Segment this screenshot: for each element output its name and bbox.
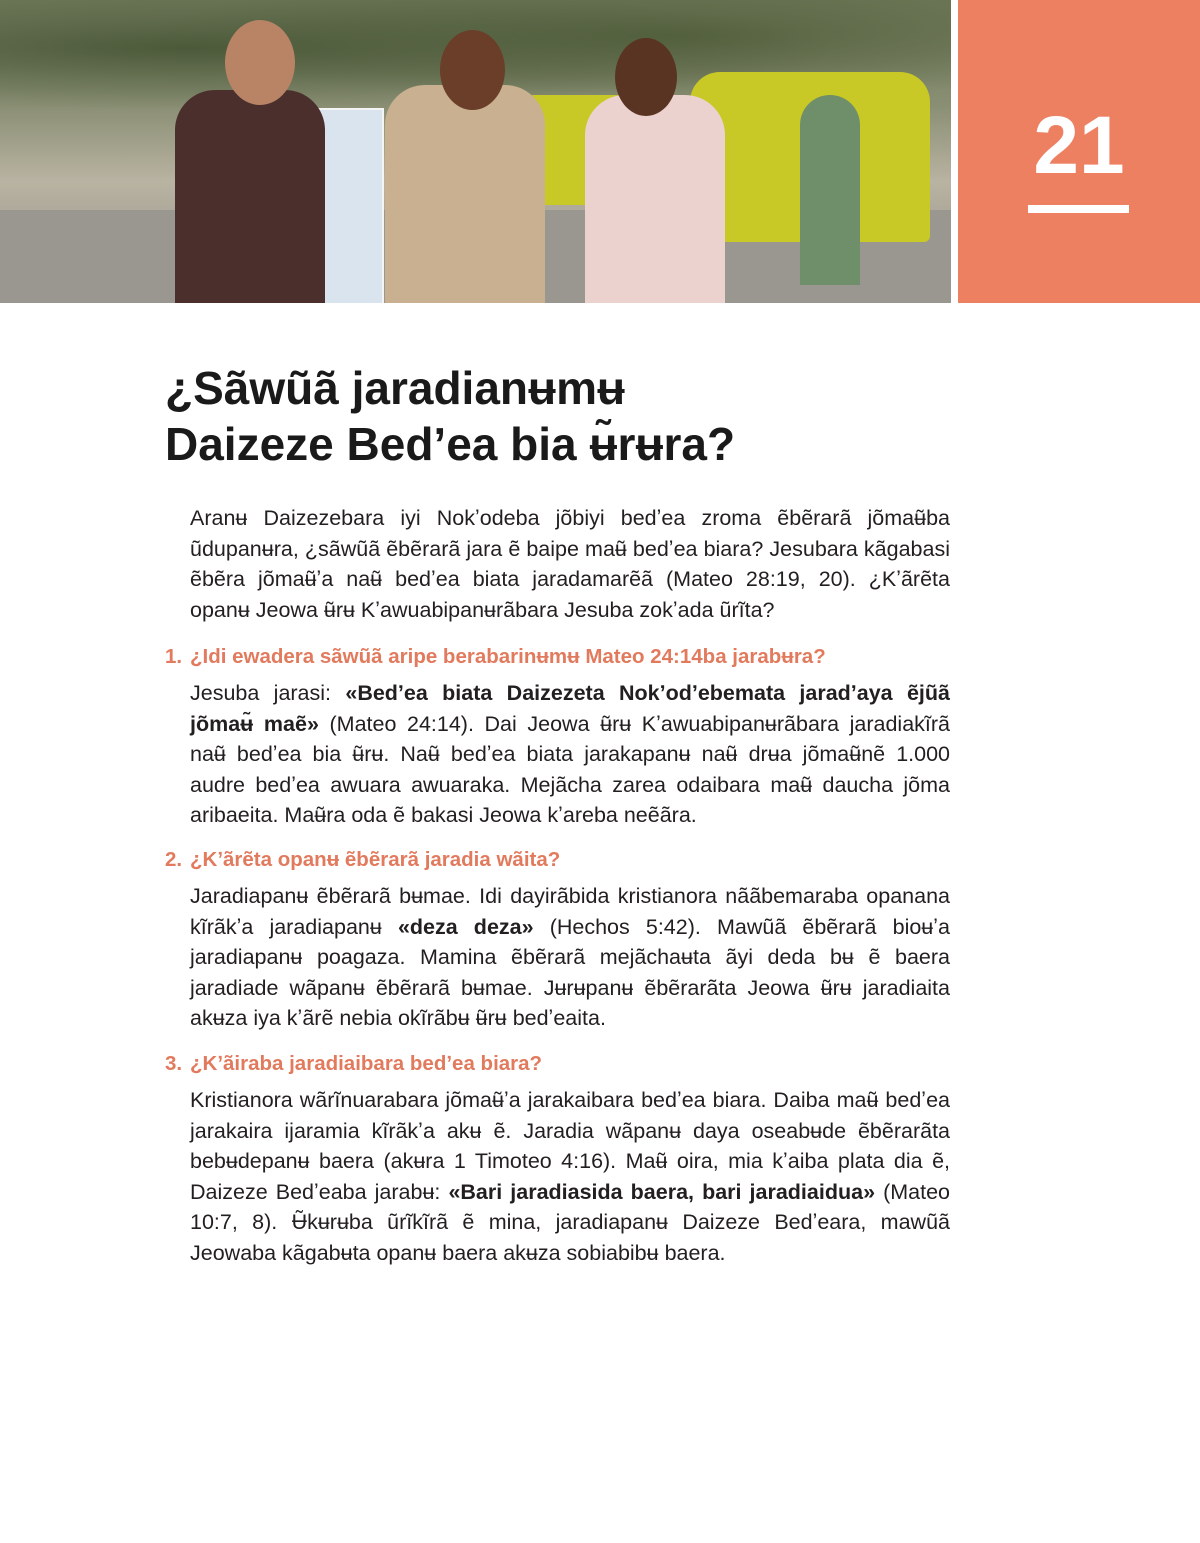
scripture-quote: «Bari jaradiasida baera, bari jaradiaidua» (448, 1179, 876, 1204)
scripture-quote: «deza deza» (397, 914, 534, 939)
question-number: 2. (165, 848, 183, 871)
photo-woman-center (385, 85, 545, 303)
photo-woman-left (175, 90, 325, 303)
photo-man-head (615, 38, 677, 116)
question-text: ¿Kʼãiraba jaradiaibara bedʼea biara? (190, 1052, 543, 1075)
scripture-quote: «Bedʼea biata Daizezeta Nokʼodʼebemata jaradʼaya ẽjũã jõmaʉ̃ maẽ» (190, 681, 950, 736)
answer-text: Jesuba jarasi: (190, 681, 346, 705)
header-photo (0, 0, 951, 303)
answer-text: (Mateo 24:14). Dai Jeowa ʉ̃rʉ Kʼawuabipanʉrãbara jaradiakĩrã naʉ̃ bedʼea bia ʉ̃rʉ. Naʉ̃ bedʼea biata jarakapanʉ naʉ̃ drʉa jõmaʉ̃nẽ 1.000 audre bedʼea awuara awuaraka. Mejãcha zarea odaibara maʉ̃ daucha jõma aribaeita. Maʉ̃ra oda ẽ bakasi Jeowa kʼareba neẽãra. (190, 711, 950, 827)
answer-text: Kristianora wãrĩnuarabara jõmaʉ̃ʼa jarakaibara bedʼea biara. Daiba maʉ̃ bedʼea jarakaira ijaramia kĩrãkʼa akʉ ẽ. Jaradia wãpanʉ daya oseabʉde ẽbẽrarãta bebʉdepanʉ baera (akʉra 1 Timoteo 4:16). Maʉ̃ oira, mia kʼaiba plata dia ẽ, Daizeze Bedʼeaba jarabʉ: (190, 1088, 950, 1204)
photo-man (585, 95, 725, 303)
page-title (165, 360, 955, 472)
question-text: ¿Idi ewadera sãwũã aripe berabarinʉmʉ Mateo 24:14ba jarabʉra? (190, 645, 826, 668)
question-number: 1. (165, 645, 183, 668)
photo-woman-left-head (225, 20, 295, 105)
lesson-badge (958, 0, 1200, 303)
answer-text: (Mateo 10:7, 8). Ʉ̃kʉrʉba ũrĩkĩrã ẽ mina, jaradiapanʉ Daizeze Bedʼeara, mawũã Jeowaba kãgabʉta opanʉ baera akʉza sobiabibʉ baera. (190, 1179, 950, 1265)
answer-paragraph (190, 678, 950, 831)
photo-woman-center-head (440, 30, 505, 110)
page-title-line-2: Daizeze Bedʼea bia ʉ̃rʉra? (165, 418, 736, 470)
question-number: 3. (165, 1052, 183, 1075)
answer-paragraph (190, 1085, 950, 1268)
page-title-line-1: ¿Sãwũã jaradianʉmʉ (165, 362, 626, 414)
lesson-number: 21 (1033, 100, 1125, 191)
question-text: ¿Kʼãrẽta opanʉ ẽbẽrarã jaradia wãita? (190, 848, 561, 871)
question-heading (165, 845, 955, 875)
answer-paragraph (190, 881, 950, 1034)
lesson-number-underline (1028, 205, 1129, 213)
answer-text: (Hechos 5:42). Mawũã ẽbẽrarã bioʉʼa jaradiapanʉ poagaza. Mamina ẽbẽrarã mejãchaʉta ãyi deda bʉ ẽ baera jaradiade wãpanʉ ẽbẽrarã bʉmae. Jʉrʉpanʉ ẽbẽrarãta Jeowa ʉ̃rʉ jaradiaita akʉza iya kʼãrẽ nebia okĩrãbʉ ʉ̃rʉ bedʼeaita. (190, 914, 951, 1030)
question-heading (165, 1049, 955, 1079)
photo-pedestrian (800, 95, 860, 285)
question-heading (165, 642, 955, 672)
intro-paragraph: Aranʉ Daizezebara iyi Nokʼodeba jõbiyi bedʼea zroma ẽbẽrarã jõmaʉ̃ba ũdupanʉra, ¿sãwũã ẽbẽrarã jara ẽ baipe maʉ̃ bedʼea biara? Jesubara kãgabasi ẽbẽra jõmaʉ̃ʼa naʉ̃ bedʼea biata jaradamarẽã (Mateo 28:19, 20). ¿Kʼãrẽta opanʉ Jeowa ʉ̃rʉ Kʼawuabipanʉrãbara Jesuba zokʼada ũrĩta? (190, 506, 950, 622)
answer-text: Jaradiapanʉ ẽbẽrarã bʉmae. Idi dayirãbida kristianora nããbemaraba opanana kĩrãkʼa jaradiapanʉ (190, 884, 950, 939)
